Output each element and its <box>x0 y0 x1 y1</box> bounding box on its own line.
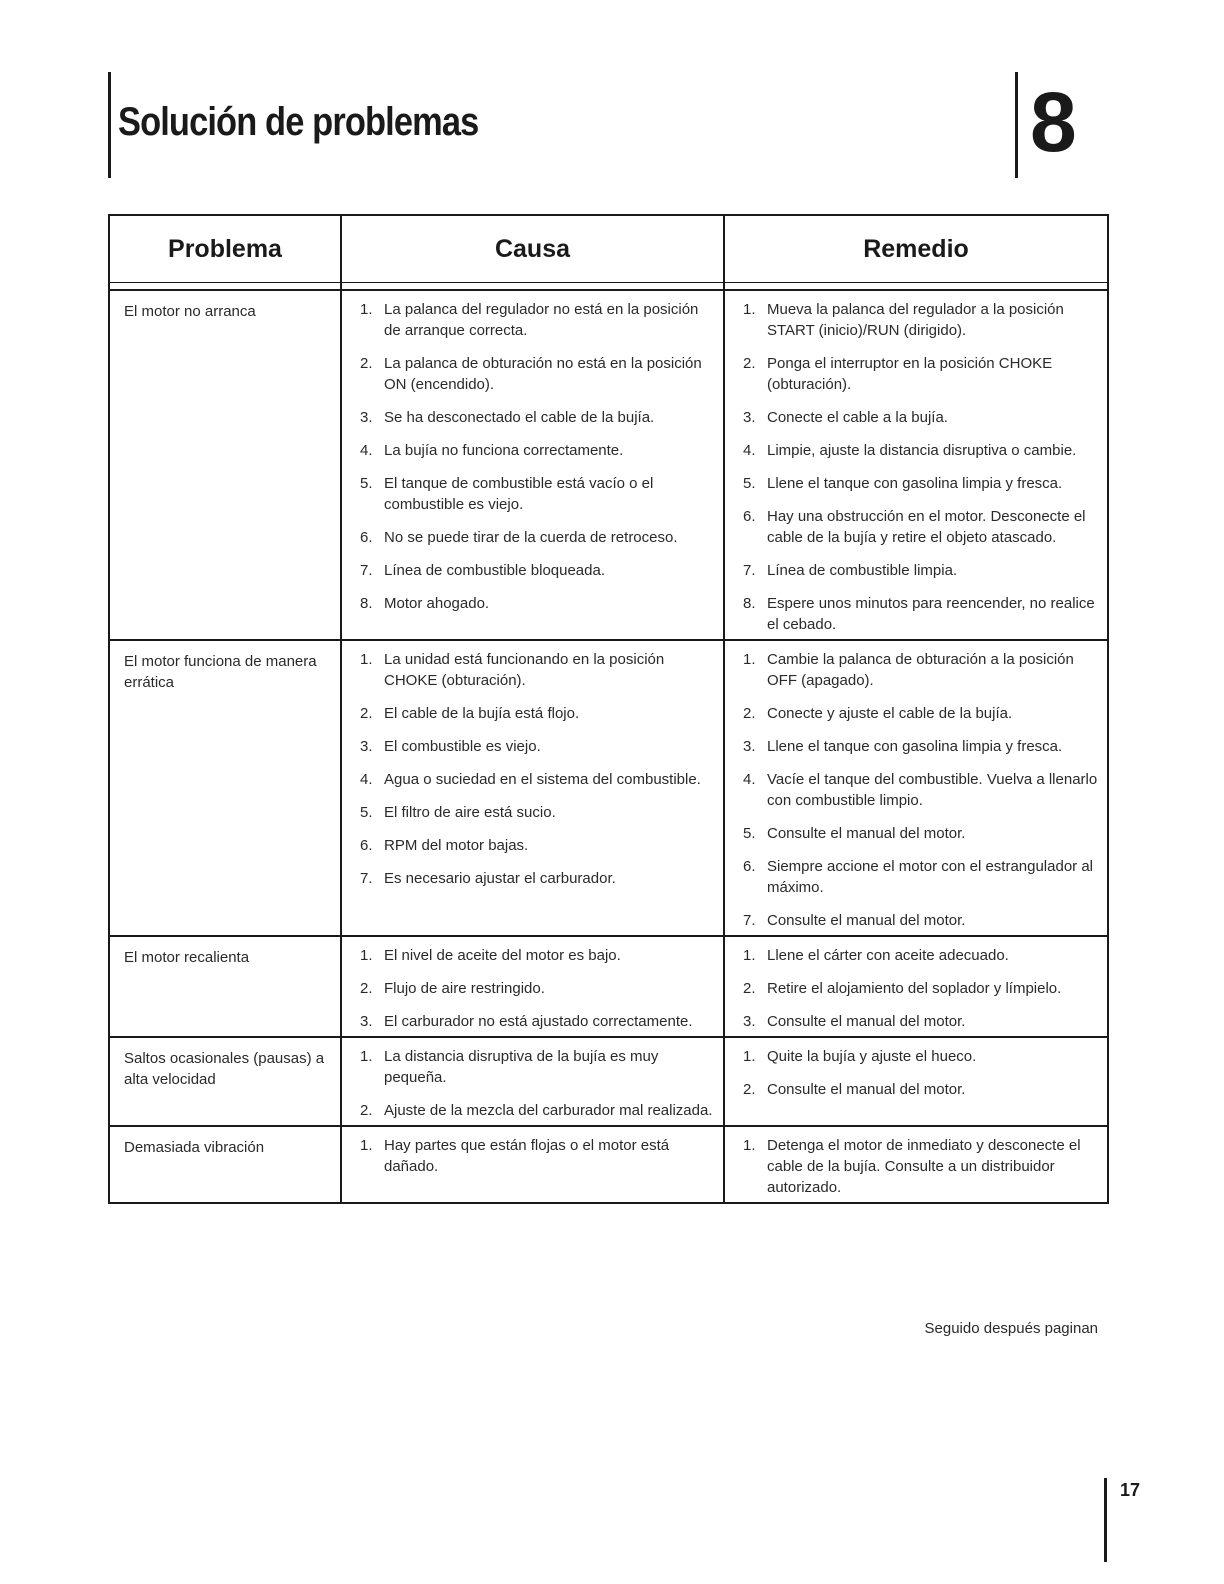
remedy-text: Hay una obstrucción en el motor. Desconecte el cable de la bujía y retire el objeto atascado. <box>767 508 1086 546</box>
cause-text: Se ha desconectado el cable de la bujía. <box>384 409 655 426</box>
header-remedy: Remedio <box>724 215 1108 283</box>
list-item <box>743 593 1099 635</box>
item-number: 7. <box>360 562 373 579</box>
list-item <box>360 1100 715 1121</box>
remedy-text: Quite la bujía y ajuste el hueco. <box>767 1048 977 1065</box>
item-number: 2. <box>743 1081 756 1098</box>
remedy-list <box>743 649 1099 931</box>
item-number: 1. <box>360 651 373 668</box>
remedy-text: Consulte el manual del motor. <box>767 912 966 929</box>
list-item <box>743 506 1099 548</box>
remedy-text: Espere unos minutos para reencender, no realice el cebado. <box>767 595 1095 633</box>
item-number: 1. <box>743 651 756 668</box>
table-row <box>109 1037 1108 1126</box>
item-number: 5. <box>360 475 373 492</box>
remedy-text: Mueva la palanca del regulador a la posición START (inicio)/RUN (dirigido). <box>767 301 1064 339</box>
cause-text: No se puede tirar de la cuerda de retroceso. <box>384 529 678 546</box>
list-item <box>360 473 715 515</box>
table-row <box>109 640 1108 936</box>
remedy-cell <box>724 1126 1108 1203</box>
item-number: 4. <box>360 771 373 788</box>
item-number: 4. <box>360 442 373 459</box>
remedy-text: Consulte el manual del motor. <box>767 1013 966 1030</box>
cause-text: La unidad está funcionando en la posición CHOKE (obturación). <box>384 651 665 689</box>
cause-list <box>360 649 715 889</box>
list-item <box>360 1011 715 1032</box>
cause-cell <box>341 936 724 1037</box>
cause-text: El carburador no está ajustado correctamente. <box>384 1013 693 1030</box>
cause-text: El nivel de aceite del motor es bajo. <box>384 947 621 964</box>
list-item <box>743 353 1099 395</box>
item-number: 3. <box>743 409 756 426</box>
cause-cell <box>341 640 724 936</box>
item-number: 1. <box>360 947 373 964</box>
remedy-list <box>743 945 1099 1032</box>
list-item <box>743 473 1099 494</box>
list-item <box>743 1135 1099 1198</box>
item-number: 1. <box>743 301 756 318</box>
chapter-rule <box>1015 72 1018 178</box>
item-number: 5. <box>360 804 373 821</box>
item-number: 6. <box>360 837 373 854</box>
item-number: 2. <box>360 355 373 372</box>
list-item <box>360 736 715 757</box>
problem-cell: El motor recalienta <box>109 936 341 1037</box>
troubleshooting-table <box>108 214 1109 1204</box>
remedy-cell <box>724 640 1108 936</box>
remedy-text: Siempre accione el motor con el estrangulador al máximo. <box>767 858 1094 896</box>
table-row <box>109 936 1108 1037</box>
item-number: 6. <box>743 508 756 525</box>
list-item <box>360 703 715 724</box>
list-item <box>743 823 1099 844</box>
item-number: 1. <box>360 301 373 318</box>
list-item <box>360 835 715 856</box>
troubleshooting-table-wrap <box>108 214 1107 1204</box>
remedy-text: Consulte el manual del motor. <box>767 1081 966 1098</box>
item-number: 7. <box>360 870 373 887</box>
cause-text: La palanca del regulador no está en la posición de arranque correcta. <box>384 301 699 339</box>
item-number: 8. <box>360 595 373 612</box>
list-item <box>743 703 1099 724</box>
item-number: 2. <box>360 705 373 722</box>
list-item <box>743 299 1099 341</box>
continued-note: Seguido después paginan <box>924 1320 1098 1337</box>
item-number: 3. <box>360 1013 373 1030</box>
remedy-list <box>743 299 1099 635</box>
cause-list <box>360 299 715 614</box>
item-number: 8. <box>743 595 756 612</box>
item-number: 6. <box>743 858 756 875</box>
list-item <box>743 736 1099 757</box>
cause-text: La bujía no funciona correctamente. <box>384 442 624 459</box>
list-item <box>360 593 715 614</box>
list-item <box>360 1046 715 1088</box>
remedy-text: Consulte el manual del motor. <box>767 825 966 842</box>
cause-text: La palanca de obturación no está en la posición ON (encendido). <box>384 355 702 393</box>
list-item <box>743 560 1099 581</box>
item-number: 1. <box>743 1137 756 1154</box>
cause-cell <box>341 1126 724 1203</box>
problem-cell: Demasiada vibración <box>109 1126 341 1203</box>
cause-text: Motor ahogado. <box>384 595 490 612</box>
item-number: 2. <box>743 980 756 997</box>
list-item <box>743 978 1099 999</box>
list-item <box>360 407 715 428</box>
item-number: 2. <box>360 980 373 997</box>
remedy-text: Limpie, ajuste la distancia disruptiva o cambie. <box>767 442 1077 459</box>
item-number: 2. <box>743 705 756 722</box>
list-item <box>360 868 715 889</box>
cause-cell <box>341 1037 724 1126</box>
remedy-text: Conecte el cable a la bujía. <box>767 409 948 426</box>
list-item <box>360 353 715 395</box>
header-cause: Causa <box>341 215 724 283</box>
list-item <box>360 978 715 999</box>
item-number: 5. <box>743 475 756 492</box>
title-rule <box>108 72 111 178</box>
chapter-number: 8 <box>1030 75 1077 169</box>
list-item <box>743 1011 1099 1032</box>
item-number: 3. <box>360 738 373 755</box>
cause-text: Línea de combustible bloqueada. <box>384 562 606 579</box>
item-number: 1. <box>360 1048 373 1065</box>
cause-text: RPM del motor bajas. <box>384 837 529 854</box>
list-item <box>360 440 715 461</box>
list-item <box>743 649 1099 691</box>
item-number: 1. <box>743 947 756 964</box>
item-number: 1. <box>360 1137 373 1154</box>
item-number: 3. <box>360 409 373 426</box>
table-body <box>109 290 1108 1203</box>
item-number: 7. <box>743 912 756 929</box>
remedy-cell <box>724 290 1108 640</box>
cause-text: Hay partes que están flojas o el motor está dañado. <box>384 1137 670 1175</box>
remedy-list <box>743 1135 1099 1198</box>
item-number: 4. <box>743 771 756 788</box>
cause-cell <box>341 290 724 640</box>
cause-text: El tanque de combustible está vacío o el combustible es viejo. <box>384 475 654 513</box>
list-item <box>743 1046 1099 1067</box>
remedy-text: Cambie la palanca de obturación a la posición OFF (apagado). <box>767 651 1074 689</box>
table-header-row <box>109 215 1108 283</box>
remedy-list <box>743 1046 1099 1100</box>
list-item <box>743 769 1099 811</box>
remedy-text: Detenga el motor de inmediato y desconecte el cable de la bujía. Consulte a un distribuidor autorizado. <box>767 1137 1081 1196</box>
list-item <box>360 560 715 581</box>
cause-text: Es necesario ajustar el carburador. <box>384 870 616 887</box>
problem-cell: Saltos ocasionales (pausas) a alta velocidad <box>109 1037 341 1126</box>
remedy-text: Vacíe el tanque del combustible. Vuelva a llenarlo con combustible limpio. <box>767 771 1098 809</box>
header-gap-row <box>109 283 1108 291</box>
cause-text: La distancia disruptiva de la bujía es muy pequeña. <box>384 1048 659 1086</box>
item-number: 3. <box>743 738 756 755</box>
item-number: 2. <box>360 1102 373 1119</box>
list-item <box>360 769 715 790</box>
remedy-text: Llene el tanque con gasolina limpia y fresca. <box>767 475 1063 492</box>
cause-text: El combustible es viejo. <box>384 738 541 755</box>
cause-list <box>360 1135 715 1177</box>
cause-text: Flujo de aire restringido. <box>384 980 545 997</box>
page-title: Solución de problemas <box>118 100 479 144</box>
remedy-text: Línea de combustible limpia. <box>767 562 958 579</box>
cause-list <box>360 1046 715 1121</box>
cause-text: El filtro de aire está sucio. <box>384 804 556 821</box>
cause-list <box>360 945 715 1032</box>
list-item <box>743 856 1099 898</box>
remedy-cell <box>724 1037 1108 1126</box>
item-number: 2. <box>743 355 756 372</box>
folio-rule <box>1104 1478 1107 1562</box>
item-number: 1. <box>743 1048 756 1065</box>
list-item <box>360 527 715 548</box>
table-row <box>109 290 1108 640</box>
list-item <box>743 910 1099 931</box>
remedy-text: Retire el alojamiento del soplador y límpielo. <box>767 980 1062 997</box>
problem-cell: El motor no arranca <box>109 290 341 640</box>
remedy-text: Llene el cárter con aceite adecuado. <box>767 947 1009 964</box>
list-item <box>360 299 715 341</box>
item-number: 6. <box>360 529 373 546</box>
cause-text: Ajuste de la mezcla del carburador mal realizada. <box>384 1102 713 1119</box>
item-number: 5. <box>743 825 756 842</box>
list-item <box>360 945 715 966</box>
list-item <box>743 407 1099 428</box>
list-item <box>360 649 715 691</box>
item-number: 3. <box>743 1013 756 1030</box>
page-number: 17 <box>1120 1480 1141 1500</box>
table-row <box>109 1126 1108 1203</box>
list-item <box>360 1135 715 1177</box>
cause-text: Agua o suciedad en el sistema del combustible. <box>384 771 701 788</box>
cause-text: El cable de la bujía está flojo. <box>384 705 580 722</box>
problem-cell: El motor funciona de manera errática <box>109 640 341 936</box>
list-item <box>743 1079 1099 1100</box>
list-item <box>743 440 1099 461</box>
item-number: 7. <box>743 562 756 579</box>
remedy-text: Conecte y ajuste el cable de la bujía. <box>767 705 1013 722</box>
item-number: 4. <box>743 442 756 459</box>
list-item <box>743 945 1099 966</box>
remedy-text: Llene el tanque con gasolina limpia y fresca. <box>767 738 1063 755</box>
remedy-text: Ponga el interruptor en la posición CHOKE (obturación). <box>767 355 1053 393</box>
list-item <box>360 802 715 823</box>
remedy-cell <box>724 936 1108 1037</box>
header-problem: Problema <box>109 215 341 283</box>
